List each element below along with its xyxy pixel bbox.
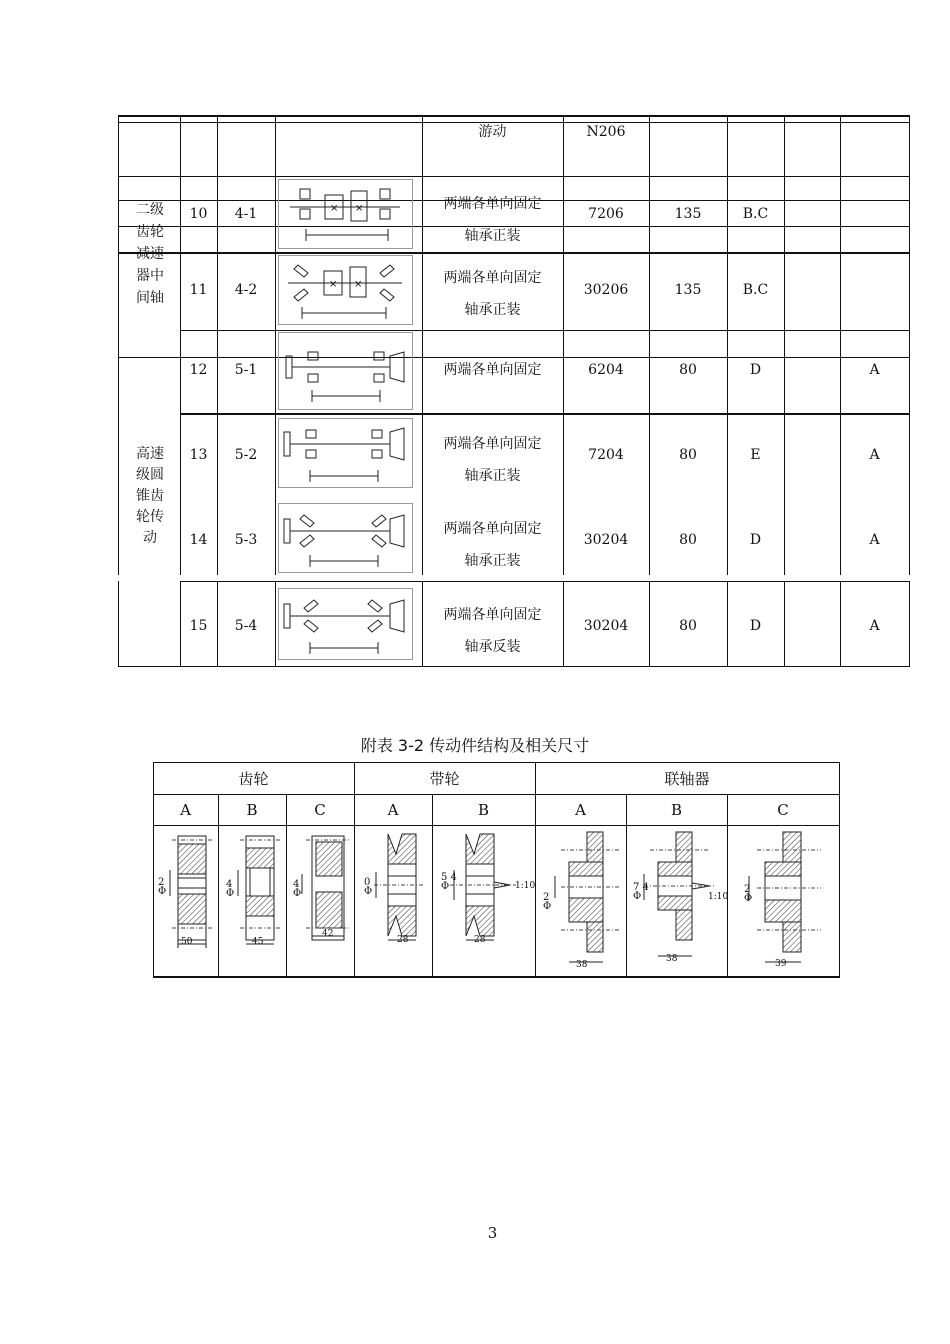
dimension-value: 80 — [679, 618, 697, 634]
svg-text:×: × — [330, 203, 339, 214]
subheader: B — [477, 801, 490, 819]
subheader: A — [387, 801, 399, 819]
desc-text: 两端各单向固定 — [443, 362, 542, 378]
desc-text: 两端各单向固定 轴承正装 — [443, 521, 542, 569]
desc-text: 两端各单向固定 轴承正装 — [443, 436, 542, 484]
shaft-sketch-5-1 — [278, 332, 413, 410]
bore-dimension: 7 4 Φ — [633, 882, 649, 902]
width-dimension: 50 — [181, 937, 193, 947]
dimension-value: 80 — [679, 532, 697, 548]
gear-a-section — [156, 830, 216, 970]
desc-text: 两端各单向固定 轴承反装 — [443, 607, 542, 655]
width-dimension: 28 — [397, 935, 409, 945]
group-header-coupling: 联轴器 — [664, 770, 710, 788]
shaft-sketch-5-2 — [278, 418, 413, 488]
coupling-a-section — [539, 830, 625, 970]
type-code: B.C — [742, 206, 769, 222]
bearing-code: 30206 — [583, 282, 629, 298]
row-number: 14 — [189, 532, 208, 548]
svg-text:×: × — [329, 279, 338, 290]
dimension-value: 80 — [679, 362, 697, 378]
bore-dimension: 4 Φ — [226, 879, 235, 899]
width-dimension: 38 — [576, 960, 588, 970]
row-number: 13 — [189, 447, 208, 463]
type-code: E — [750, 447, 761, 463]
figure-number: 4-2 — [234, 282, 258, 298]
dimension-value: 135 — [674, 206, 702, 222]
subheader: C — [777, 801, 789, 819]
row-number: 10 — [189, 206, 208, 222]
bearing-code: 7206 — [588, 206, 624, 222]
figure-number: 5-1 — [234, 362, 258, 378]
svg-text:×: × — [354, 279, 363, 290]
type-code: D — [749, 618, 762, 634]
type-code: D — [749, 362, 762, 378]
taper-ratio: 1:10 — [708, 892, 729, 902]
row-number: 12 — [189, 362, 208, 378]
figure-number: 5-3 — [234, 532, 258, 548]
width-dimension: 42 — [322, 929, 334, 939]
table-caption: 附表 3-2 传动件结构及相关尺寸 — [360, 736, 590, 755]
bearing-code: N206 — [586, 124, 626, 140]
bore-dimension: 2 Φ — [543, 892, 552, 912]
gear-b-section — [222, 830, 284, 970]
coupling-type: A — [869, 362, 880, 378]
group-label-bevel-gear: 高速 级圆 锥齿 轮传 动 — [136, 446, 164, 546]
bore-dimension: 2 Φ — [158, 877, 167, 897]
group-header-pulley: 带轮 — [429, 770, 460, 788]
desc-text: 游动 — [478, 124, 507, 140]
subheader: A — [575, 801, 586, 819]
desc-text: 两端各单向固定 轴承正装 — [443, 196, 542, 244]
type-code: B.C — [742, 282, 769, 298]
width-dimension: 45 — [252, 937, 264, 947]
figure-number: 5-4 — [234, 618, 258, 634]
coupling-type: A — [869, 532, 880, 548]
figure-number: 5-2 — [234, 447, 258, 463]
width-dimension: 38 — [666, 954, 678, 964]
desc-text: 两端各单向固定 轴承正装 — [443, 270, 542, 318]
coupling-type: A — [869, 618, 880, 634]
shaft-sketch-5-3 — [278, 503, 413, 573]
bearing-code: 6204 — [588, 362, 624, 378]
pulley-a-section — [358, 830, 430, 970]
type-code: D — [749, 532, 762, 548]
dimension-value: 135 — [674, 282, 702, 298]
row-number: 11 — [189, 282, 208, 298]
bore-dimension: 0 Φ — [364, 877, 373, 897]
bore-dimension: 5 4 Φ — [441, 872, 457, 892]
subheader: A — [180, 801, 191, 819]
taper-ratio: 1:10 — [515, 881, 536, 891]
bore-dimension: 4 Φ — [293, 879, 302, 899]
coupling-type: A — [869, 447, 880, 463]
svg-text:×: × — [355, 203, 364, 214]
shaft-sketch-4-2 — [278, 255, 413, 325]
dimension-value: 80 — [679, 447, 697, 463]
bearing-code: 7204 — [588, 447, 624, 463]
bearing-code: 30204 — [583, 618, 629, 634]
subheader: B — [670, 801, 683, 819]
page-number: 3 — [487, 1224, 498, 1242]
group-header-gear: 齿轮 — [238, 770, 269, 788]
gear-c-section — [290, 830, 352, 970]
subheader: B — [246, 801, 258, 819]
width-dimension: 28 — [474, 935, 486, 945]
shaft-sketch-5-4 — [278, 588, 413, 660]
width-dimension: 39 — [775, 959, 787, 969]
subheader: C — [314, 801, 326, 819]
pulley-b-section — [436, 830, 534, 970]
shaft-sketch-4-1 — [278, 179, 413, 249]
figure-number: 4-1 — [234, 206, 258, 222]
bore-dimension: 2 Φ — [744, 884, 753, 904]
bearing-code: 30204 — [583, 532, 629, 548]
group-label-intermediate-shaft: 二级 齿轮 减速 器中 间轴 — [136, 202, 164, 306]
row-number: 15 — [189, 618, 208, 634]
